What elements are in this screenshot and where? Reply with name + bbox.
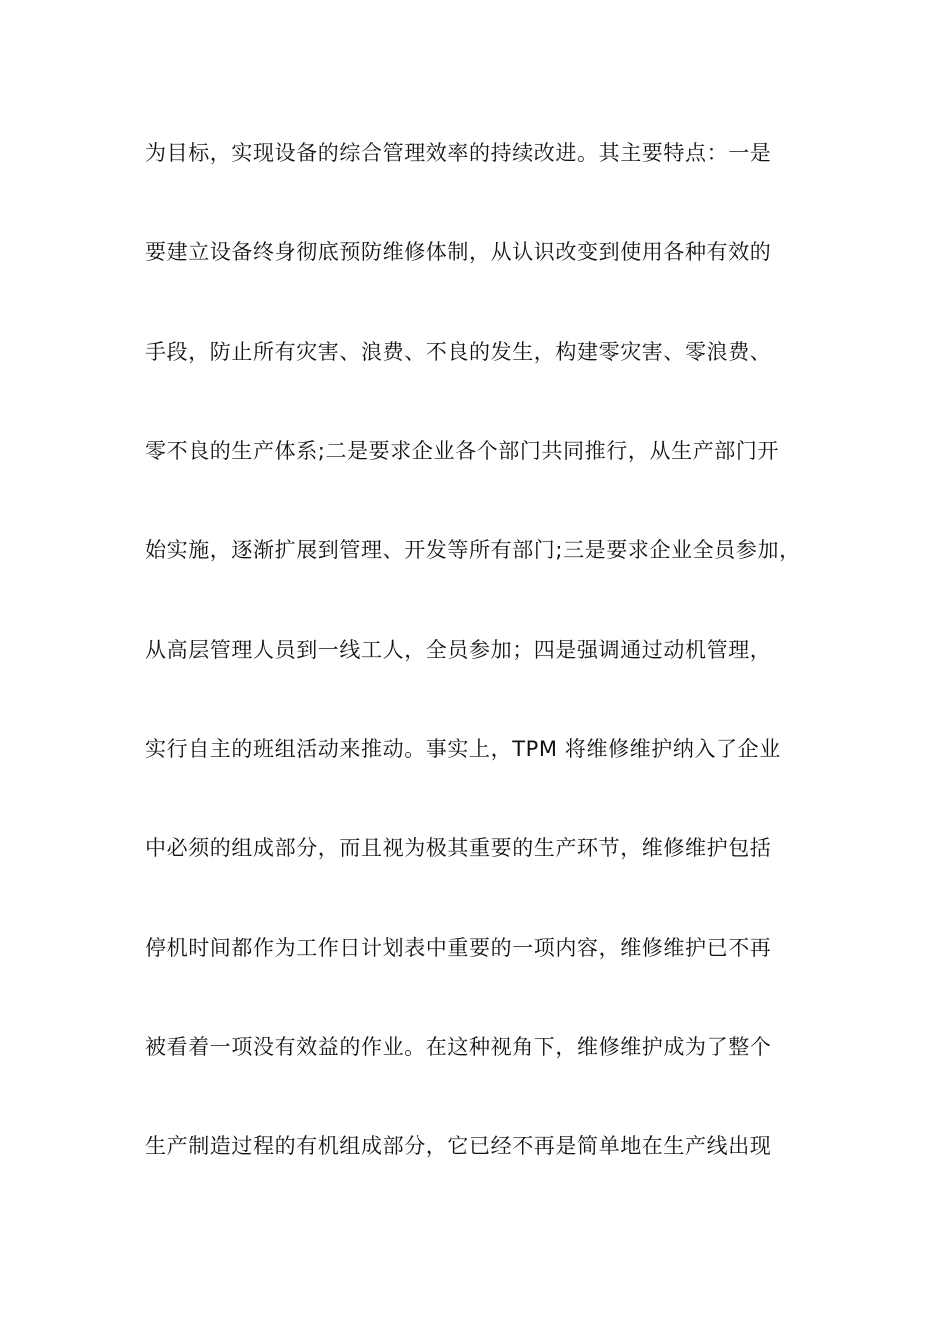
text-line: 手段，防止所有灾害、浪费、不良的发生，构建零灾害、零浪费、 xyxy=(145,340,772,364)
text-line: 停机时间都作为工作日计划表中重要的一项内容，维修维护已不再 xyxy=(145,936,772,960)
text-line: 被看着一项没有效益的作业。在这种视角下，维修维护成为了整个 xyxy=(145,1035,772,1059)
text-line: 零不良的生产体系;二是要求企业各个部门共同推行，从生产部门开 xyxy=(145,439,780,463)
text-line: 从高层管理人员到一线工人，全员参加；四是强调通过动机管理， xyxy=(145,638,772,662)
text-line: 为目标，实现设备的综合管理效率的持续改进。其主要特点：一是 xyxy=(145,141,772,165)
text-line: 要建立设备终身彻底预防维修体制，从认识改变到使用各种有效的 xyxy=(145,240,772,264)
text-line: 始实施，逐渐扩展到管理、开发等所有部门;三是要求企业全员参加， xyxy=(145,538,801,562)
text-line: 实行自主的班组活动来推动。事实上，TPM 将维修维护纳入了企业 xyxy=(145,737,781,761)
text-line: 生产制造过程的有机组成部分，它已经不再是简单地在生产线出现 xyxy=(145,1134,772,1158)
text-line: 中必须的组成部分，而且视为极其重要的生产环节，维修维护包括 xyxy=(145,836,772,860)
